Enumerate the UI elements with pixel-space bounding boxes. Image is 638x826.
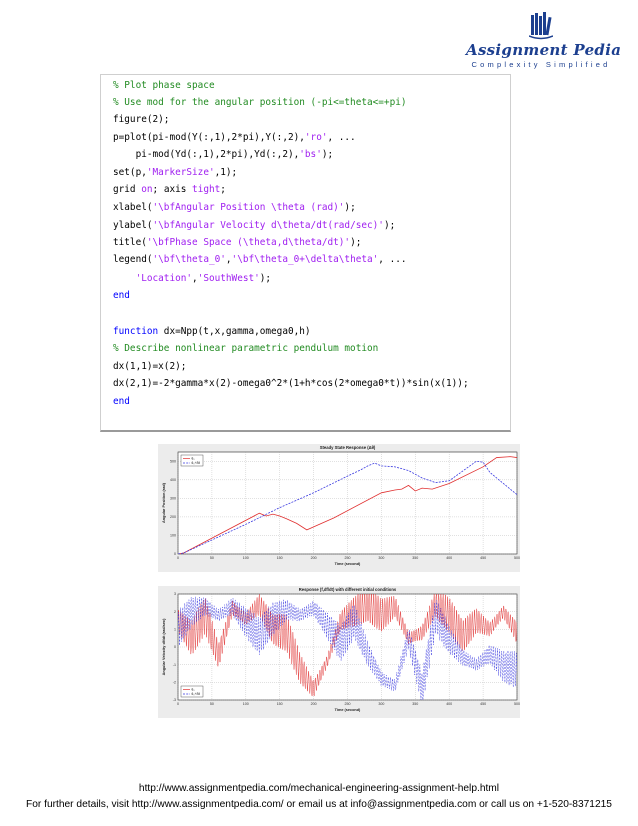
code-token: set(p, [113,167,147,178]
x-tick-label: 100 [242,702,249,706]
code-line [113,96,407,110]
response-initial-conditions-chart [158,586,520,718]
y-tick-label: 400 [170,478,176,483]
x-tick-label: 0 [177,556,179,560]
code-line [113,253,407,267]
code-token: figure(2); [113,114,170,125]
code-token: end [113,290,130,301]
code-token: '\bf\theta_0' [152,254,226,265]
y-tick-label: 1 [174,627,176,632]
code-token: tight [192,184,221,195]
code-line [113,113,169,127]
code-line [113,183,226,197]
x-tick-label: 350 [412,702,419,706]
logo-tagline: Complexity Simplified [471,60,611,69]
code-token: dx=Npp(t,x,gamma,omega0,h) [158,326,311,337]
code-line [113,289,130,303]
x-tick-label: 100 [242,556,249,560]
code-token: legend( [113,254,153,265]
code-token: ); [344,202,356,213]
code-line [113,166,237,180]
x-tick-label: 500 [514,556,520,560]
code-token: '\bf\theta_0+\delta\theta' [231,254,379,265]
x-tick-label: 500 [514,702,520,706]
legend-entry: θ₀+δθ [191,692,201,697]
code-token: ); [259,273,272,284]
code-line [113,395,130,409]
y-tick-label: 200 [170,515,176,520]
x-tick-label: 400 [446,702,453,706]
code-token: % Plot phase space [113,80,215,91]
chart-title: Response (f,df/dt) with different initial conditions [298,587,397,592]
y-tick-label: -2 [172,680,176,685]
legend-entry: θ₀+δθ [191,461,201,466]
code-listing [100,74,511,432]
x-tick-label: 150 [276,556,283,560]
code-line [113,325,311,339]
assignment-pedia-logo [466,10,622,69]
code-token: end [113,396,130,407]
code-token: on [141,184,153,195]
x-tick-label: 400 [446,556,453,560]
code-line [113,272,271,286]
y-tick-label: 2 [174,609,176,614]
code-token: % Describe nonlinear parametric pendulum motion [113,343,379,354]
code-token: '\bfAngular Position \theta (rad)' [152,202,345,213]
code-token: 'ro' [304,132,328,143]
logo-title: Assignment Pedia [466,41,622,59]
code-token: ; axis [152,184,193,195]
legend-entry: θ₀ [191,687,195,692]
x-tick-label: 0 [177,702,179,706]
code-token: ); [321,149,334,160]
footer-contact: For further details, visit http://www.assignmentpedia.com/ or email us at info@assignmentpedia.com or call us on +1-520-8371215 [26,799,612,810]
x-tick-label: 250 [344,556,351,560]
y-tick-label: 300 [170,496,176,501]
code-token: , [225,254,232,265]
code-token: % Use mod for the angular position (-pi<=theta<=+pi) [113,97,407,108]
code-token [113,273,136,284]
x-tick-label: 50 [209,556,214,560]
code-line [113,236,361,250]
code-line [113,131,356,145]
code-line [113,148,333,162]
x-tick-label: 200 [310,702,317,706]
x-tick-label: 450 [480,702,487,706]
chart-title: Steady State Response (Δθ) [319,445,376,450]
code-line [113,377,469,391]
code-token: 'Location' [135,273,193,284]
code-token: ); [383,220,396,231]
x-tick-label: 450 [480,556,487,560]
y-axis-label: Angular Velocity dθ/dt (rad/sec) [162,618,166,676]
code-line [113,360,186,374]
x-tick-label: 200 [310,556,317,560]
x-tick-label: 50 [209,702,214,706]
x-tick-label: 350 [412,556,419,560]
code-token: '\bfAngular Velocity d\theta/dt(rad/sec)' [152,220,384,231]
code-token: dx(2,1)=-2*gamma*x(2)-omega0^2*(1+h*cos(2*omega0*t))*sin(x(1)); [113,378,469,389]
code-token: , [192,273,198,284]
code-token: pi-mod(Yd(:,1),2*pi),Yd(:,2), [113,149,300,160]
code-token: ylabel( [113,220,153,231]
code-token: function [113,326,159,337]
y-tick-label: -1 [172,662,176,667]
code-token: dx(1,1)=x(2); [113,361,187,372]
code-token: ; [220,184,226,195]
x-tick-label: 300 [378,702,385,706]
code-token: '\bfPhase Space (\theta,d\theta/dt)' [146,237,351,248]
code-token: , ... [378,254,407,265]
books-icon [529,12,553,40]
legend-entry: θ₀ [191,456,195,461]
x-axis-label: Time (second) [334,562,361,566]
code-token: 'MarkerSize' [146,167,215,178]
code-token: 'bs' [299,149,322,160]
x-tick-label: 150 [276,702,283,706]
code-line [113,79,215,93]
code-token: ); [350,237,362,248]
code-token: ,1); [214,167,238,178]
x-tick-label: 300 [378,556,385,560]
code-token: xlabel( [113,202,153,213]
y-tick-label: 500 [170,459,176,464]
y-tick-label: -3 [172,698,176,703]
code-token: grid [113,184,142,195]
code-token: p=plot(pi-mod(Y(:,1),2*pi),Y(:,2), [113,132,305,143]
code-token: , ... [327,132,356,143]
code-token: 'SouthWest' [197,273,260,284]
code-line [113,201,356,215]
steady-state-response-chart [158,444,520,572]
y-tick-label: 100 [170,533,176,538]
footer-url[interactable]: http://www.assignmentpedia.com/mechanical-engineering-assignment-help.html [138,783,500,794]
x-axis-label: Time (second) [334,708,361,712]
code-token: title( [113,237,147,248]
y-tick-label: 3 [174,592,176,597]
code-line [113,219,395,233]
y-tick-label: 0 [174,552,176,557]
y-tick-label: 0 [174,645,176,650]
x-tick-label: 250 [344,702,351,706]
code-line [113,342,378,356]
y-axis-label: Angular Position (rad) [162,483,166,523]
